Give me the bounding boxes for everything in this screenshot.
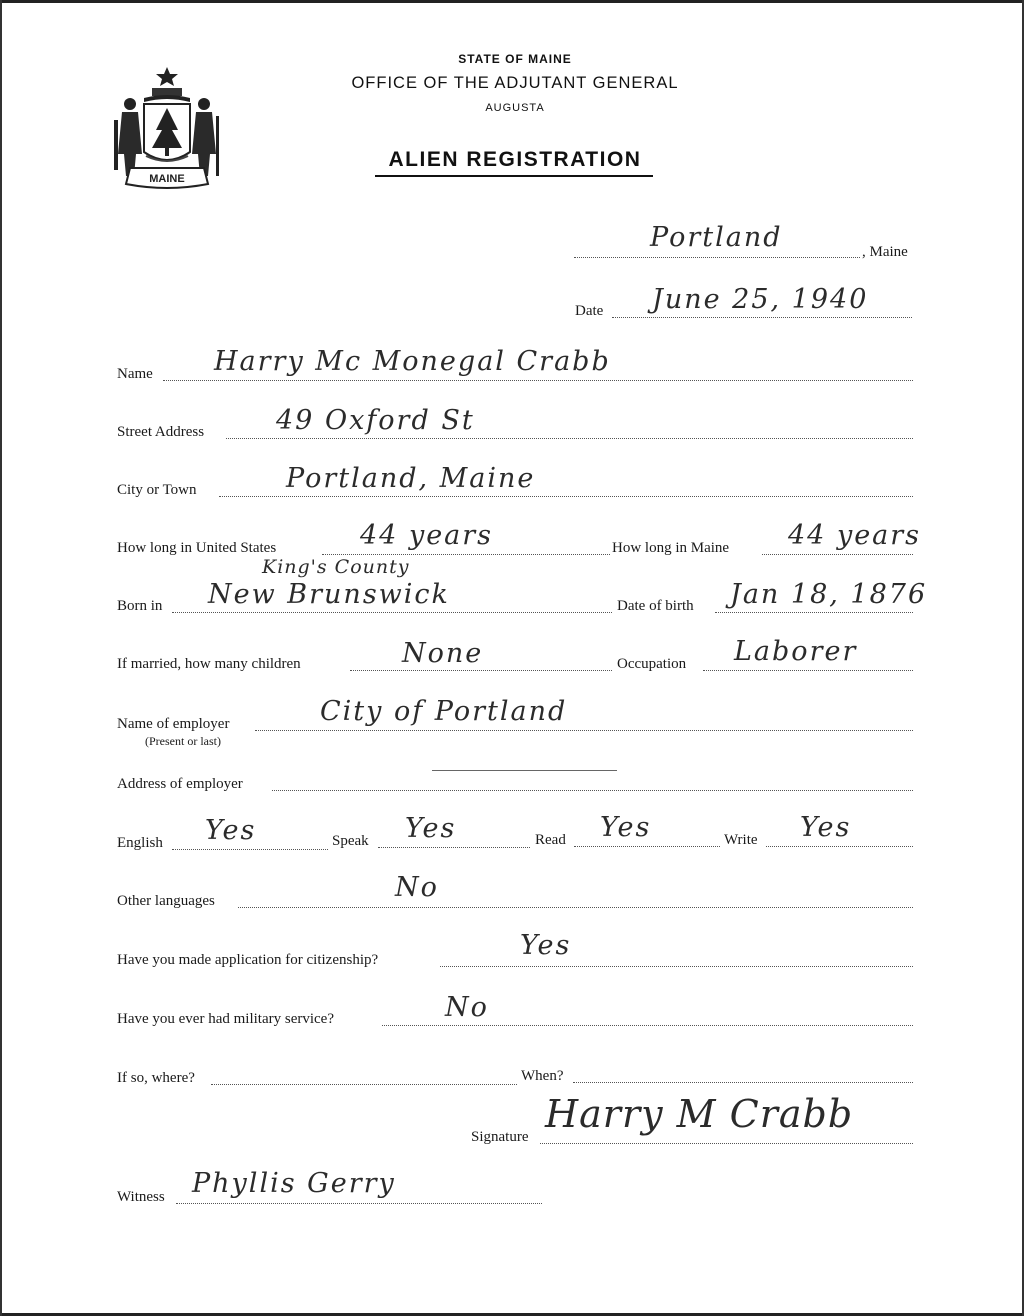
children-value: None [402, 638, 484, 669]
witness-value: Phyllis Gerry [192, 1168, 396, 1199]
place-value: Portland [650, 222, 783, 253]
employer-address-label: Address of employer [117, 776, 243, 792]
maine-state-seal-icon [108, 64, 226, 190]
date-of-birth-value: Jan 18, 1876 [730, 579, 928, 610]
born-in-label: Born in [117, 598, 163, 614]
form-title: ALIEN REGISTRATION [388, 148, 642, 171]
citizenship-line [440, 966, 913, 967]
header-office: OFFICE OF THE ADJUTANT GENERAL [351, 74, 679, 92]
signature-line [540, 1143, 913, 1144]
street-address-value: 49 Oxford St [276, 405, 475, 436]
read-label: Read [535, 832, 566, 848]
city-line [219, 496, 913, 497]
how-long-us-line [322, 554, 610, 555]
street-address-line [226, 438, 913, 439]
read-value: Yes [600, 812, 652, 843]
city-label: City or Town [117, 482, 197, 498]
children-line [350, 670, 612, 671]
occupation-line [703, 670, 913, 671]
write-line [766, 846, 913, 847]
name-label: Name [117, 366, 153, 382]
name-value: Harry Mc Monegal Crabb [214, 346, 611, 377]
employer-line [255, 730, 913, 731]
name-line [163, 380, 913, 381]
speak-label: Speak [332, 833, 369, 849]
citizenship-label: Have you made application for citizenship? [117, 952, 379, 968]
how-long-maine-value: 44 years [788, 520, 922, 551]
military-label: Have you ever had military service? [117, 1011, 334, 1027]
citizenship-value: Yes [520, 930, 572, 961]
how-long-maine-label: How long in Maine [612, 540, 730, 556]
speak-line [378, 847, 530, 848]
occupation-value: Laborer [734, 636, 858, 667]
military-value: No [445, 992, 489, 1023]
where-line [211, 1084, 517, 1085]
english-line [172, 849, 328, 850]
how-long-us-value: 44 years [360, 520, 494, 551]
born-in-line [172, 612, 612, 613]
employer-label: Name of employer [117, 716, 230, 732]
when-line [573, 1082, 913, 1083]
when-label: When? [521, 1068, 564, 1084]
other-languages-value: No [395, 872, 439, 903]
how-long-maine-line [762, 554, 913, 555]
born-in-county-note: King's County [262, 556, 410, 578]
scan-border-left [0, 0, 2, 1316]
employer-value: City of Portland [320, 696, 568, 727]
children-label: If married, how many children [117, 656, 301, 672]
signature-label: Signature [471, 1129, 529, 1145]
employer-address-stroke [432, 770, 617, 771]
street-address-label: Street Address [117, 424, 205, 440]
witness-line [176, 1203, 542, 1204]
where-label: If so, where? [117, 1070, 195, 1086]
english-label: English [117, 835, 163, 851]
witness-label: Witness [117, 1189, 165, 1205]
scan-border-top [0, 0, 1024, 3]
date-value: June 25, 1940 [652, 284, 869, 315]
place-suffix: , Maine [862, 244, 908, 260]
other-languages-line [238, 907, 913, 908]
how-long-us-label: How long in United States [117, 540, 277, 556]
date-label: Date [575, 303, 604, 319]
english-value: Yes [205, 815, 257, 846]
header-city: AUGUSTA [485, 102, 545, 114]
write-value: Yes [800, 812, 852, 843]
date-line [612, 317, 912, 318]
military-line [382, 1025, 913, 1026]
seal-banner-text: MAINE [149, 173, 185, 185]
employer-sublabel: (Present or last) [145, 734, 221, 748]
place-line [574, 257, 860, 258]
signature-value: Harry M Crabb [545, 1092, 854, 1136]
occupation-label: Occupation [617, 656, 687, 672]
other-languages-label: Other languages [117, 893, 215, 909]
speak-value: Yes [405, 813, 457, 844]
born-in-value: New Brunswick [208, 579, 450, 610]
city-value: Portland, Maine [286, 463, 536, 494]
date-of-birth-line [715, 612, 913, 613]
header-state: STATE OF MAINE [458, 52, 572, 66]
write-label: Write [724, 832, 758, 848]
title-underline [375, 175, 653, 177]
date-of-birth-label: Date of birth [617, 598, 694, 614]
employer-address-line [272, 790, 913, 791]
read-line [574, 846, 720, 847]
